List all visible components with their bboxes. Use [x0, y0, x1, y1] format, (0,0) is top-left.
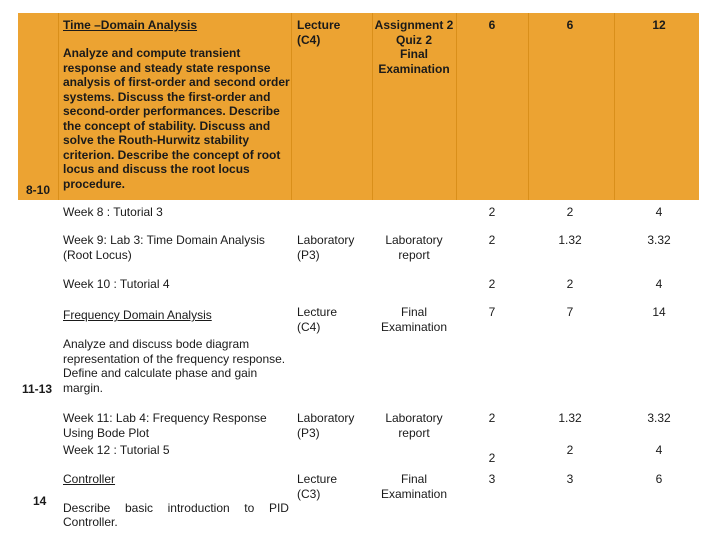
hours-value-1: 3 — [488, 472, 496, 486]
topic-text: Week 10 : Tutorial 4 — [63, 277, 170, 291]
hours-value-3: 4 — [655, 277, 663, 291]
week-label: 11-13 — [22, 382, 53, 396]
week-label: 8-10 — [26, 183, 51, 197]
assessment: Final Examination — [380, 472, 448, 501]
delivery-method: Lecture (C4) — [297, 305, 338, 334]
hours-value-2: 2 — [566, 205, 574, 219]
hours-value-2: 2 — [566, 443, 574, 457]
hours-value-3: 6 — [655, 472, 663, 486]
column-divider — [291, 13, 292, 200]
hours-value-3: 12 — [652, 18, 666, 32]
topic-title: Controller — [63, 472, 116, 486]
hours-value-2: 6 — [566, 18, 574, 32]
delivery-method: Lecture (C4) — [297, 18, 341, 47]
hours-value-3: 3.32 — [647, 411, 671, 425]
hours-value-2: 3 — [566, 472, 574, 486]
topic-description: Analyze and discuss bode diagram representation of the frequency response. Define and calculate phase and gain margin. — [63, 337, 286, 395]
delivery-method: Laboratory (P3) — [297, 233, 355, 262]
column-divider — [614, 13, 615, 200]
assessment: Final Examination — [380, 305, 448, 334]
hours-value-1: 2 — [488, 411, 496, 425]
hours-value-3: 14 — [652, 305, 666, 319]
hours-value-1: 2 — [488, 451, 496, 465]
hours-value-1: 2 — [488, 205, 496, 219]
hours-value-2: 1.32 — [558, 233, 582, 247]
hours-value-2: 2 — [566, 277, 574, 291]
topic-text: Week 12 : Tutorial 5 — [63, 443, 170, 457]
hours-value-1: 6 — [488, 18, 496, 32]
topic-description-line: Controller. — [63, 515, 118, 529]
hours-value-3: 4 — [655, 205, 663, 219]
topic-text: Week 11: Lab 4: Frequency Response Using Bode Plot — [63, 411, 267, 440]
assessment: Laboratory report — [385, 233, 443, 262]
hours-value-1: 2 — [488, 233, 496, 247]
delivery-method: Laboratory (P3) — [297, 411, 355, 440]
delivery-method: Lecture (C3) — [297, 472, 338, 501]
topic-description: Analyze and compute transient response and steady state response analysis of first-order and second order systems. Discuss the first-order and second-order performances. Describe the concept of stability. Discuss and solve the Routh-Hurwitz stability criterion. Describe the concept of root locus and discuss the root locus procedure. — [63, 46, 290, 191]
topic-title: Time –Domain Analysis — [63, 18, 198, 32]
hours-value-1: 2 — [488, 277, 496, 291]
hours-value-2: 1.32 — [558, 411, 582, 425]
topic-text: Week 9: Lab 3: Time Domain Analysis (Root Locus) — [63, 233, 265, 262]
hours-value-3: 3.32 — [647, 233, 671, 247]
column-divider — [528, 13, 529, 200]
week-label: 14 — [33, 494, 47, 508]
hours-value-1: 7 — [488, 305, 496, 319]
assessment: Assignment 2 Quiz 2 Final Examination — [374, 18, 454, 76]
column-divider — [58, 13, 59, 200]
hours-value-3: 4 — [655, 443, 663, 457]
assessment: Laboratory report — [385, 411, 443, 440]
hours-value-2: 7 — [566, 305, 574, 319]
topic-description-line: Describe basic introduction to PID — [63, 501, 289, 515]
topic-title: Frequency Domain Analysis — [63, 308, 212, 322]
column-divider — [456, 13, 457, 200]
topic-text: Week 8 : Tutorial 3 — [63, 205, 163, 219]
